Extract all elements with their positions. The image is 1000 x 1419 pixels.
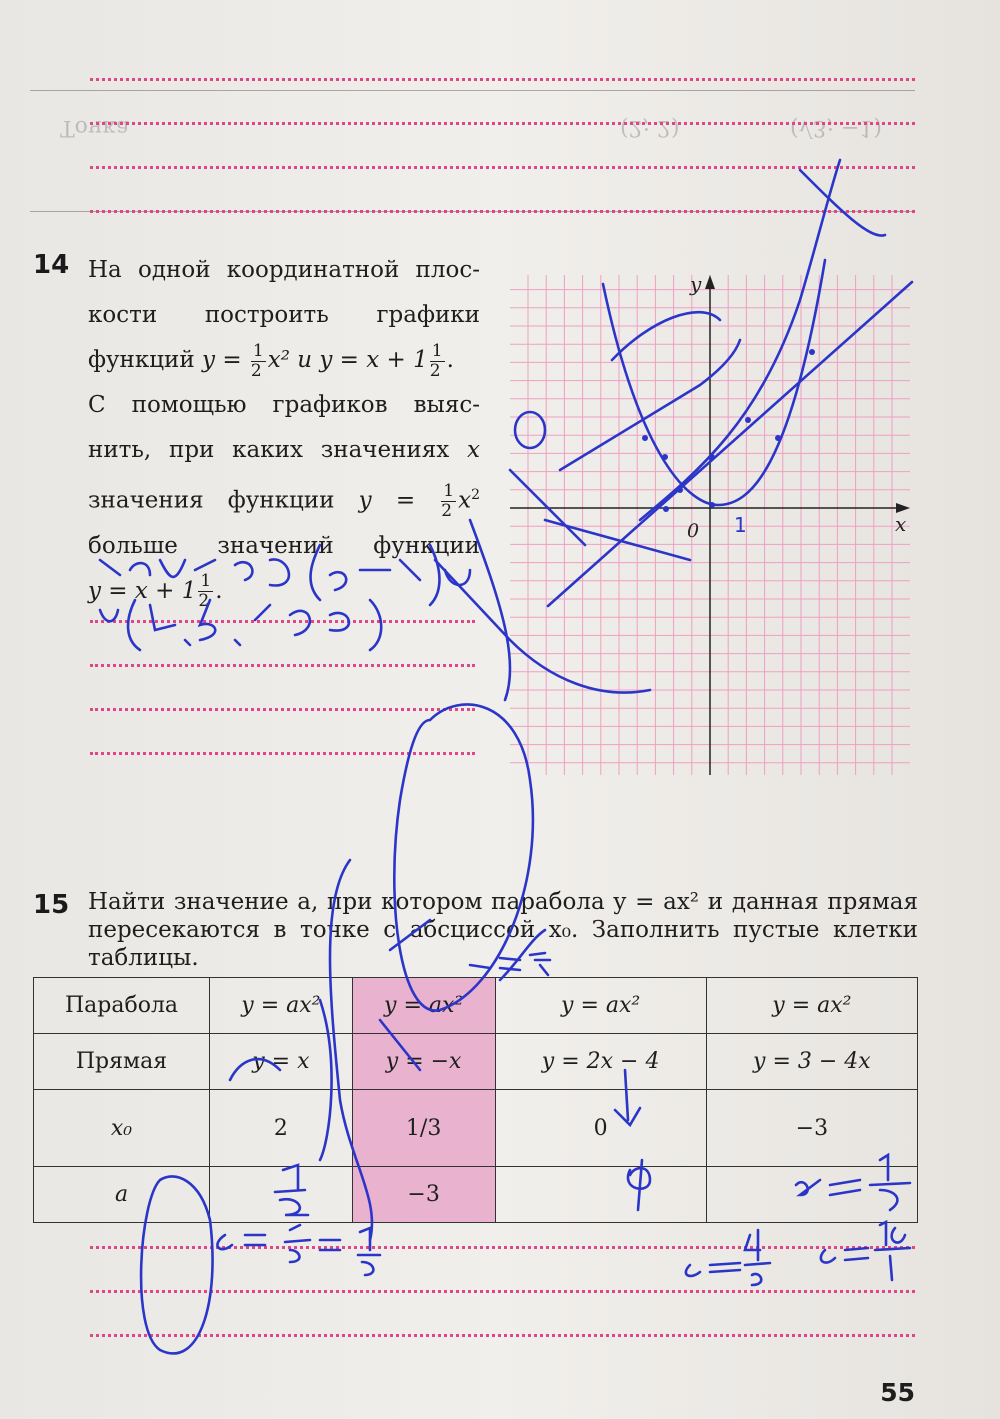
table-cell: y = ax² (495, 978, 706, 1034)
table-cell: y = 2x − 4 (495, 1034, 706, 1090)
row-header: Парабола (34, 978, 210, 1034)
origin-label: 0 (687, 520, 700, 542)
p14-line: больше значений функции (88, 532, 480, 559)
p14-line: На одной координатной плос- (88, 257, 480, 283)
p14-last-line: y = x + 1 $\frac{1}{2}$ . (88, 571, 223, 612)
table-cell: y = x (210, 1034, 353, 1090)
table-cell: −3 (706, 1090, 917, 1167)
frac-den: 2 (198, 591, 210, 612)
frac-num: 1 (443, 481, 455, 502)
faded-cell: (√3; −1) (790, 115, 883, 140)
answer-14-handwriting (100, 545, 470, 605)
x-axis-label: x (895, 512, 907, 536)
table-cell: −3 (352, 1167, 495, 1223)
p14-f1: y = (202, 347, 249, 373)
p14-line: кости построить графики (88, 302, 480, 328)
handwritten-work-col1 (217, 1225, 380, 1275)
table-cell: y = ax² (210, 978, 353, 1034)
p14-text: значения функции (88, 487, 335, 514)
tick-one-label: 1 (734, 513, 747, 537)
faded-cell: Точка (60, 115, 130, 140)
problem-15-text: Найти значение a, при котором парабола y = ax² и данная прямая пересекаются в точке с абсциссой x₀. Заполнить пустые клетки таблицы. (88, 889, 918, 971)
p14-functions-line: функций y = $\frac{1}{2}$ x² и y = x + 1 $\frac{1}{2}$ . (88, 340, 454, 381)
handwritten-a-minus-third (470, 953, 550, 975)
p14-f1-rest: x² и y = x + 1 (267, 347, 428, 373)
p14-text: нить, при каких значениях (88, 437, 450, 463)
handwritten-work-col4 (821, 1222, 910, 1280)
handwritten-work-col3 (686, 1230, 770, 1285)
faded-cell: (2; 2) (620, 115, 680, 140)
table-cell: 2 (210, 1090, 353, 1167)
p14-line: С помощью графиков выяс- (88, 392, 480, 418)
frac-num: 1 (431, 340, 443, 361)
table-cell: 1/3 (352, 1090, 495, 1167)
circle-left (141, 1176, 212, 1353)
frac-den: 2 (441, 501, 453, 522)
handwritten-half (275, 1165, 308, 1215)
table-cell: y = ax² (706, 978, 917, 1034)
row-header: Прямая (34, 1034, 210, 1090)
p14-x: x (467, 437, 480, 463)
problem-14-number: 14 (33, 250, 70, 280)
table-cell: y = −x (352, 1034, 495, 1090)
handwritten-16-9 (796, 1155, 910, 1210)
table-cell: y = ax² (352, 978, 495, 1034)
row-header: x₀ (34, 1090, 210, 1167)
page-number: 55 (880, 1378, 915, 1407)
row-header: a (34, 1167, 210, 1223)
p14-line-f: значения функции y = $\frac{1}{2}$ $x^2$ (88, 481, 481, 522)
y-axis-label: y (690, 275, 702, 296)
frac-den: 2 (429, 360, 441, 381)
problem-15-number: 15 (33, 890, 70, 920)
p14-word: функций (88, 347, 195, 373)
frac-den: 2 (250, 360, 262, 381)
table-cell: 0 (495, 1090, 706, 1167)
p14-g: y = x + 1 (88, 577, 197, 604)
empty-set-symbol (628, 1160, 650, 1210)
parabola-sketch (603, 260, 825, 505)
frac-num: 1 (200, 571, 212, 592)
frac-num: 1 (252, 340, 264, 361)
table-cell: y = 3 − 4x (706, 1034, 917, 1090)
